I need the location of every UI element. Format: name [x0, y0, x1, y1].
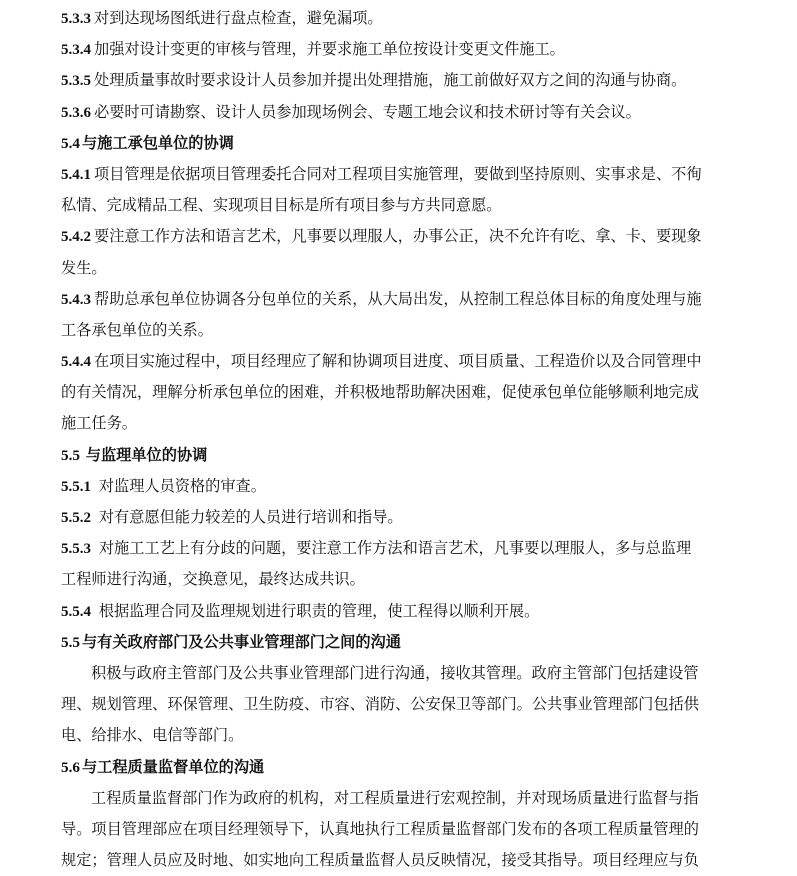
- paragraph-government-continued: 电、给排水、电信等部门。: [61, 726, 244, 745]
- paragraph-quality-supervision-continued: 规定；管理人员应及时地、如实地向工程质量监督人员反映情况，接受其指导。项目经理应与负: [61, 851, 699, 870]
- item-5-5-3-continued: 工程师进行沟通，交换意见，最终达成共识。: [61, 570, 365, 589]
- item-number: 5.3.6: [61, 104, 91, 121]
- item-text: 要注意工作方法和语言艺术，凡事要以理服人，办事公正，决不允许有吃、拿、卡、要现象: [94, 227, 702, 246]
- item-5-4-4-continued: 施工任务。: [61, 414, 137, 433]
- section-number: 5.4: [61, 134, 80, 152]
- item-5-3-6: [61, 97, 797, 128]
- item-number: 5.3.3: [61, 11, 91, 27]
- item-text: 在项目实施过程中，项目经理应了解和协调项目进度、项目质量、工程造价以及合同管理中: [94, 352, 702, 371]
- section-title: 与工程质量监督单位的沟通: [81, 757, 265, 776]
- item-5-3-4: [61, 34, 797, 65]
- item-number: 5.3.4: [61, 42, 91, 59]
- item-5-5-2: [61, 502, 797, 533]
- item-text: 对施工工艺上有分歧的问题，要注意工作方法和语言艺术，凡事要以理服人，多与总监理: [94, 539, 692, 558]
- section-title: 与施工承包单位的协调: [81, 133, 234, 152]
- section-title: 与有关政府部门及公共事业管理部门之间的沟通: [81, 632, 401, 651]
- item-number: 5.4.2: [61, 229, 91, 246]
- item-number: 5.5.1: [61, 478, 91, 495]
- section-heading-government: [61, 627, 797, 658]
- item-text: 处理质量事故时要求设计人员参加并提出处理措施，施工前做好双方之间的沟通与协商。: [94, 71, 687, 90]
- section-number: 5.5: [61, 633, 80, 651]
- paragraph-government-continued: 理、规划管理、环保管理、卫生防疫、市容、消防、公安保卫等部门。公共事业管理部门包括供: [61, 695, 699, 714]
- item-text: 项目管理是依据项目管理委托合同对工程项目实施管理，要做到坚持原则、实事求是、不徇: [94, 164, 702, 183]
- section-number: 5.5: [61, 446, 84, 464]
- item-text: 必要时可请勘察、设计人员参加现场例会、专题工地会议和技术研讨等有关会议。: [94, 102, 641, 121]
- item-5-5-4: [61, 596, 797, 627]
- item-number: 5.5.4: [61, 603, 91, 620]
- item-text: 加强对设计变更的审核与管理，并要求施工单位按设计变更文件施工。: [94, 40, 565, 59]
- item-5-4-1: [61, 159, 797, 190]
- item-5-5-1: [61, 471, 797, 502]
- item-number: 5.4.4: [61, 354, 91, 371]
- item-5-5-3: [61, 533, 797, 564]
- item-5-4-3: [61, 284, 797, 315]
- item-5-4-3-continued: 工各承包单位的关系。: [61, 320, 213, 339]
- item-5-4-4: [61, 346, 797, 377]
- item-number: 5.4.3: [61, 291, 91, 308]
- paragraph-government: 积极与政府主管部门及公共事业管理部门进行沟通，接收其管理。政府主管部门包括建设管: [91, 663, 699, 682]
- item-5-3-5: [61, 65, 797, 96]
- section-heading-5-4: [61, 128, 797, 159]
- section-heading-5-5: [61, 440, 797, 471]
- item-text: 根据监理合同及监理规划进行职责的管理，使工程得以顺利开展。: [94, 601, 540, 620]
- item-number: 5.5.3: [61, 541, 91, 558]
- item-5-4-2-continued: 发生。: [61, 258, 107, 277]
- item-text: 帮助总承包单位协调各分包单位的关系，从大局出发，从控制工程总体目标的角度处理与施: [94, 289, 702, 308]
- paragraph-quality-supervision: 工程质量监督部门作为政府的机构，对工程质量进行宏观控制，并对现场质量进行监督与指: [91, 788, 699, 807]
- item-number: 5.4.1: [61, 166, 91, 183]
- item-number: 5.5.2: [61, 510, 91, 526]
- section-title: 与监理单位的协调: [85, 445, 208, 464]
- section-number: 5.6: [61, 758, 80, 776]
- item-text: 对监理人员资格的审查。: [94, 476, 266, 495]
- item-5-3-3: [61, 3, 797, 34]
- item-5-4-2: [61, 221, 797, 252]
- item-text: 对有意愿但能力较差的人员进行培训和指导。: [94, 508, 403, 526]
- item-text: 对到达现场图纸进行盘点检查，避免漏项。: [94, 9, 383, 27]
- item-number: 5.3.5: [61, 73, 91, 90]
- paragraph-quality-supervision-continued: 导。项目管理部应在项目经理领导下，认真地执行工程质量监督部门发布的各项工程质量管理的: [61, 819, 699, 838]
- item-5-4-4-continued: 的有关情况，理解分析承包单位的困难，并积极地帮助解决困难，促使承包单位能够顺利地完成: [61, 383, 699, 402]
- item-5-4-1-continued: 私情、完成精品工程、实现项目目标是所有项目参与方共同意愿。: [61, 196, 502, 215]
- section-heading-5-6: [61, 752, 797, 783]
